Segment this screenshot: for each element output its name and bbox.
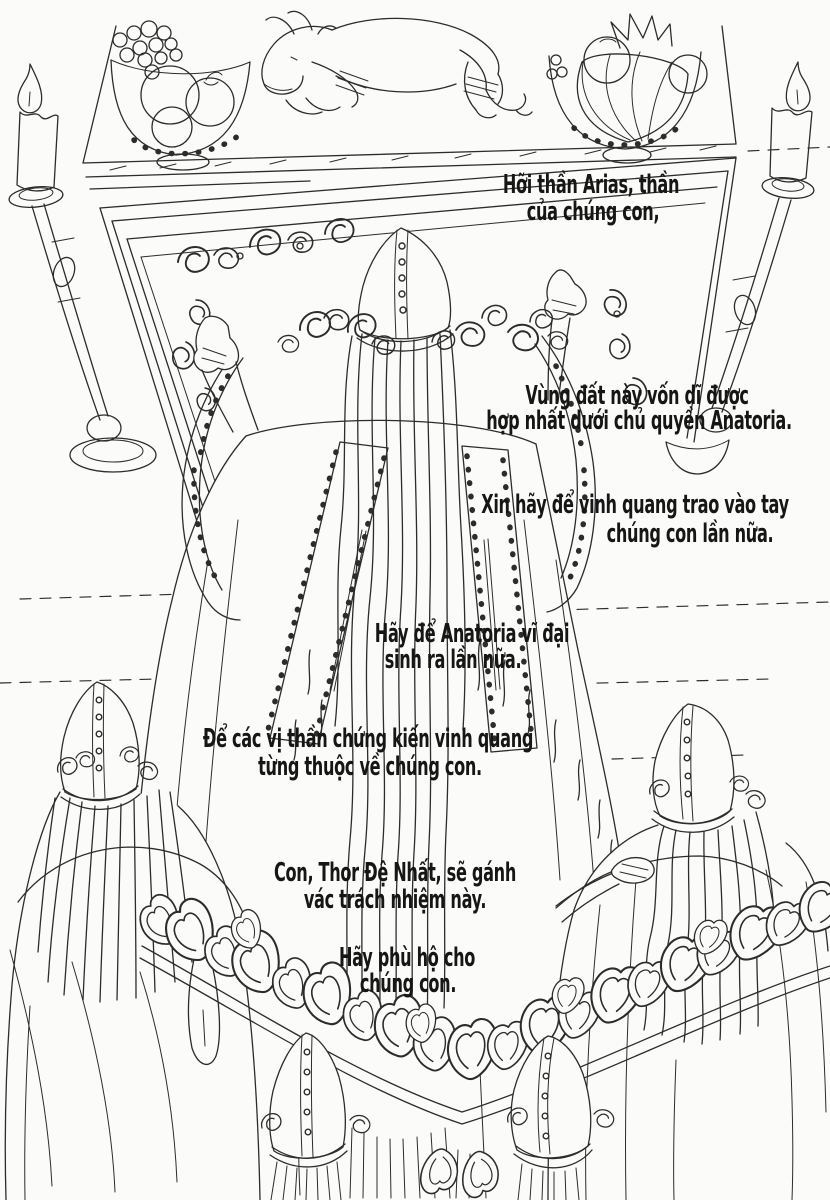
candle-flame [18, 64, 42, 113]
dialogue-line: Vùng đất này vốn dĩ được [525, 381, 749, 411]
stem [712, 198, 779, 408]
dialogue-line: từng thuộc về chúng con. [258, 752, 482, 782]
hand-left-raised [194, 316, 258, 432]
base [70, 438, 156, 472]
dialogue-line: chúng con lần nữa. [606, 519, 774, 549]
leaf-crown [611, 14, 672, 48]
priest-hat [646, 704, 768, 832]
dialogue-line: Hỡi thần Arias, thần [502, 170, 680, 200]
altar-table [83, 26, 830, 189]
dialogue-line: của chúng con, [526, 197, 660, 227]
dialogue-line: hợp nhất dưới chủ quyền Anatoria. [486, 406, 792, 436]
candle-body [17, 112, 58, 191]
candle-body [770, 108, 812, 182]
dialogue-line: Để các vị thần chứng kiến vinh quang [202, 724, 534, 754]
rope-binding [464, 77, 498, 99]
dialogue-line: sinh ra lần nữa. [384, 645, 522, 675]
dialogue-line: Xin hãy để vinh quang trao vào tay [481, 490, 789, 520]
calf-back [332, 18, 499, 74]
orange [152, 107, 192, 147]
round-fruit [584, 37, 630, 83]
dialogue-line: Hãy phù hộ cho [338, 943, 476, 973]
fruit-bowl-right [547, 14, 707, 163]
dialogue-line: Hãy để Anatoria vĩ đại [374, 619, 570, 649]
base-bulb [87, 415, 121, 441]
left-candlestick [8, 64, 156, 472]
candle-wick [29, 92, 30, 106]
calf-tail [498, 74, 503, 104]
candle-wick [797, 90, 798, 104]
dialogue-line: vác trách nhiệm này. [303, 885, 487, 915]
dialogue-line: chúng con. [359, 969, 457, 999]
stem [32, 206, 100, 420]
bowl-foot [157, 154, 209, 170]
fruit-bowl-left [111, 21, 250, 170]
dialogue-line: Con, Thor Đệ Nhất, sẽ gánh [273, 858, 517, 888]
stem [44, 204, 108, 416]
sacrificial-calf [262, 11, 532, 117]
